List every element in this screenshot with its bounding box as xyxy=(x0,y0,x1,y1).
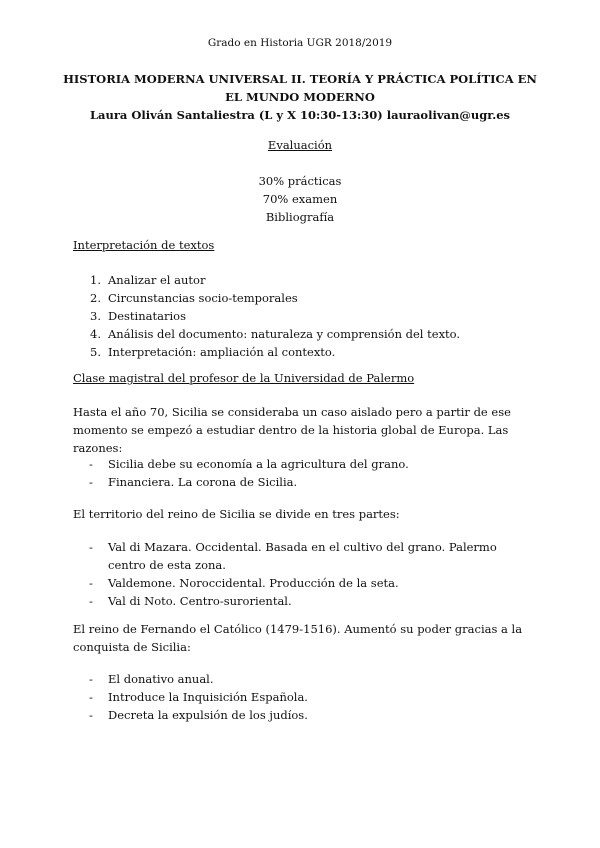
list-item: 1. Analizar el autor xyxy=(90,273,206,287)
list-item: - Val di Mazara. Occidental. Basada en el cultivo del grano. Palermo centro de esta zona. xyxy=(73,538,533,574)
interpretacion-list xyxy=(73,271,460,361)
evaluacion-heading: Evaluación xyxy=(267,138,333,152)
list-item: - Val di Noto. Centro-suroriental. xyxy=(73,592,533,610)
list-item: - Sicilia debe su economía a la agricultura del grano. xyxy=(73,455,533,473)
evaluacion-item: 30% prácticas xyxy=(258,174,342,188)
list-item: 5. Interpretación: ampliación al contexto. xyxy=(90,345,336,359)
evaluacion-list xyxy=(0,172,600,226)
clase-heading: Clase magistral del profesor de la Universidad de Palermo xyxy=(73,371,415,385)
paragraph-fernando: El reino de Fernando el Católico (1479-1516). Aumentó su poder gracias a la conquista de Sicilia: xyxy=(73,622,523,654)
razones-list xyxy=(73,455,533,491)
course-title: HISTORIA MODERNA UNIVERSAL II. TEORÍA Y PRÁCTICA POLÍTICA EN EL MUNDO MODERNO xyxy=(63,72,537,104)
list-item: - Valdemone. Noroccidental. Producción de la seta. xyxy=(73,574,533,592)
paragraph-razones: Hasta el año 70, Sicilia se consideraba un caso aislado pero a partir de ese momento se empezó a estudiar dentro de la historia global de Europa. Las razones: xyxy=(73,405,511,455)
list-item: 4. Análisis del documento: naturaleza y comprensión del texto. xyxy=(90,327,461,341)
interpretacion-heading: Interpretación de textos xyxy=(73,238,215,252)
list-item: - Financiera. La corona de Sicilia. xyxy=(73,473,533,491)
paragraph-territorio: El territorio del reino de Sicilia se divide en tres partes: xyxy=(73,507,400,521)
document-title xyxy=(60,70,540,124)
list-item: - El donativo anual. xyxy=(73,670,533,688)
list-item: 2. Circunstancias socio-temporales xyxy=(90,291,298,305)
list-item: 3. Destinatarios xyxy=(90,309,186,323)
professor-line: Laura Oliván Santaliestra (L y X 10:30-13:30) lauraolivan@ugr.es xyxy=(89,108,511,122)
list-item: - Decreta la expulsión de los judíos. xyxy=(73,706,533,724)
list-item: - Introduce la Inquisición Española. xyxy=(73,688,533,706)
evaluacion-item: 70% examen xyxy=(262,192,338,206)
partes-list xyxy=(73,538,533,610)
evaluacion-item: Bibliografía xyxy=(265,210,335,224)
medidas-list xyxy=(73,670,533,724)
page-header: Grado en Historia UGR 2018/2019 xyxy=(207,37,393,49)
